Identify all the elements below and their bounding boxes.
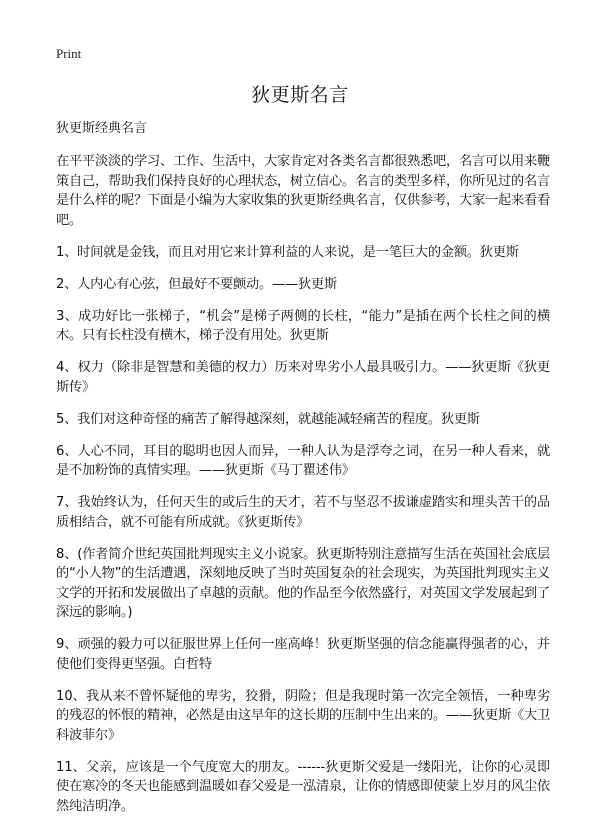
print-link[interactable]: Print (56, 46, 82, 61)
article-subtitle: 狄更斯经典名言 (56, 121, 148, 136)
quote-item: 6、人心不同，耳目的聪明也因人而异，一种人认为是浮夸之词，在另一种人看来，就是不加粉饰的真情实理。——狄更斯《马丁瞿述伟》 (56, 443, 550, 478)
quote-item: 10、我从来不曾怀疑他的卑劣，狡猾，阴险；但是我现时第一次完全领悟，一种卑劣的残忍的怀恨的精神，必然是由这早年的这长期的压制中生出来的。——狄更斯《大卫科波菲尔》 (56, 688, 550, 743)
quote-item: 7、我始终认为，任何天生的或后生的天才，若不与坚忍不拔谦虚踏实和埋头苦干的品质相结合，就不可能有所成就。《狄更斯传》 (56, 495, 550, 530)
quote-item: 11、父亲，应该是一个气度宽大的朋友。------狄更斯父爱是一缕阳光，让你的心灵即使在寒冷的冬天也能感到温暖如春父爱是一泓清泉，让你的情感即使蒙上岁月的风尘依然纯洁明净。 (56, 759, 550, 814)
article-title: 狄更斯名言 (251, 84, 349, 106)
quote-item: 8、(作者简介世纪英国批判现实主义小说家。狄更斯特别注意描写生活在英国社会底层的“小人物”的生活遭遇，深刻地反映了当时英国复杂的社会现实，为英国批判现实主义文学的开拓和发展做出了卓越的贡献。他的作品至今依然盛行，对英国文学发展起到了深远的影响。) (56, 546, 550, 620)
quote-item: 9、顽强的毅力可以征服世界上任何一座高峰！狄更斯坚强的信念能赢得强者的心，并使他们变得更坚强。白哲特 (56, 637, 550, 672)
quote-item: 1、时间就是金钱，而且对用它来计算利益的人来说，是一笔巨大的金额。狄更斯 (56, 244, 519, 260)
quote-item: 3、成功好比一张梯子，“机会”是梯子两侧的长柱，“能力”是插在两个长柱之间的横木。只有长柱没有横木，梯子没有用处。狄更斯 (56, 308, 550, 343)
intro-paragraph: 在平平淡淡的学习、工作、生活中，大家肯定对各类名言都很熟悉吧，名言可以用来鞭策自己，帮助我们保持良好的心理状态，树立信心。名言的类型多样，你所见过的名言是什么样的呢？下面是小编为大家收集的狄更斯经典名言，仅供参考，大家一起来看看吧。 (56, 154, 550, 228)
quote-item: 4、权力（除非是智慧和美德的权力）历来对卑劣小人最具吸引力。——狄更斯《狄更斯传》 (56, 360, 550, 395)
quote-item: 2、人内心有心弦，但最好不要颤动。——狄更斯 (56, 276, 337, 292)
quote-item: 5、我们对这种奇怪的痛苦了解得越深刻，就越能减轻痛苦的程度。狄更斯 (56, 411, 480, 427)
article-body (56, 120, 550, 829)
